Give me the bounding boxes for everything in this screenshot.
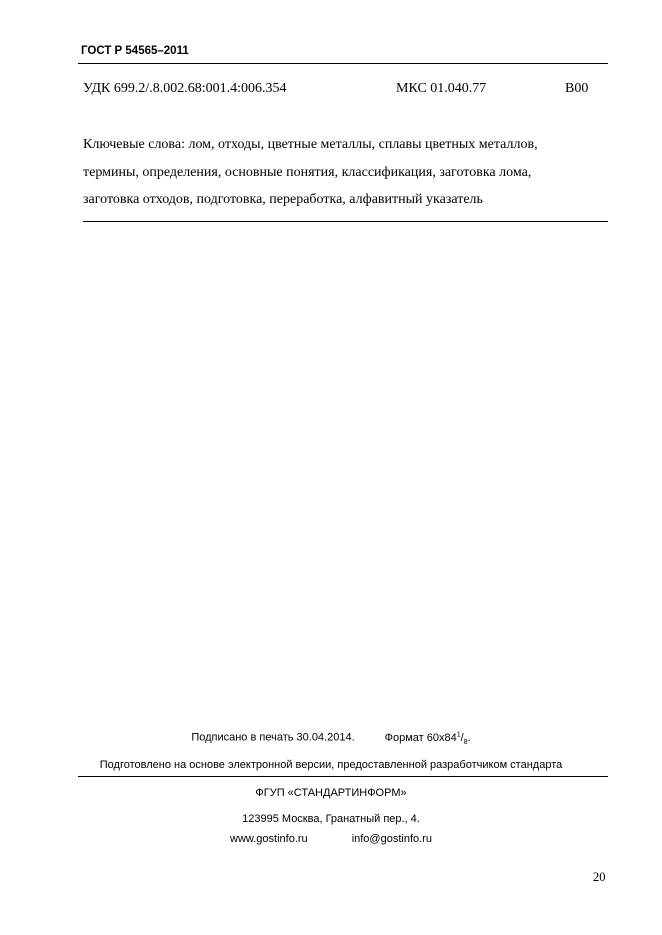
udk-code: УДК 699.2/.8.002.68:001.4:006.354 (83, 81, 287, 96)
signed-date: Подписано в печать 30.04.2014. (191, 731, 355, 744)
publisher-address: 123995 Москва, Гранатный пер., 4. (242, 813, 420, 825)
keywords-rule (83, 221, 608, 222)
keywords-line: заготовка отходов, подготовка, переработка, алфавитный указатель (83, 192, 483, 207)
header-rule (78, 63, 608, 64)
keywords-line: Ключевые слова: лом, отходы, цветные металлы, сплавы цветных металлов, (83, 137, 538, 152)
keywords-block (83, 131, 538, 214)
keywords-line: термины, определения, основные понятия, классификация, заготовка лома, (83, 164, 532, 180)
paper-format: Формат $60x84^1/_8$. (384, 731, 471, 746)
signing-line (0, 731, 662, 746)
document-header: ГОСТ Р 54565–2011 (81, 45, 189, 57)
email-link[interactable]: info@gostinfo.ru (351, 833, 432, 845)
okstu-code: В00 (565, 81, 589, 96)
page-number: 20 (593, 870, 606, 884)
contacts-line (0, 833, 662, 845)
prepared-note: Подготовлено на основе электронной версии, предоставленной разработчиком стандарта (99, 759, 563, 771)
mks-code: МКС 01.040.77 (396, 81, 487, 96)
publisher-name: ФГУП «СТАНДАРТИНФОРМ» (255, 787, 407, 799)
website-link[interactable]: www.gostinfo.ru (230, 833, 308, 845)
imprint-rule (78, 776, 608, 777)
